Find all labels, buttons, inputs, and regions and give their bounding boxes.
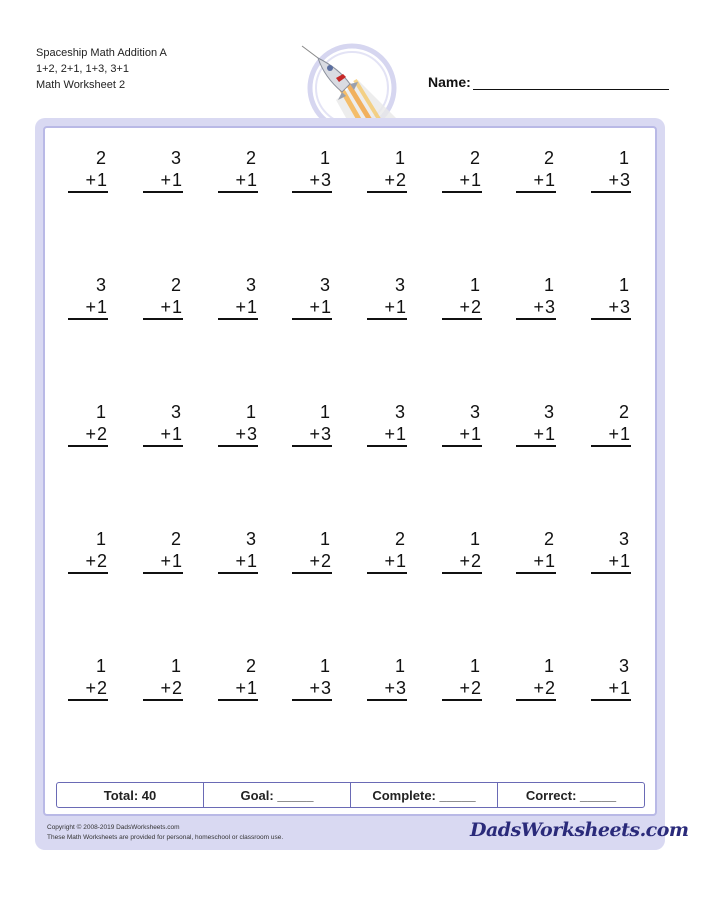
addition-problem bbox=[292, 147, 332, 193]
addition-problem bbox=[218, 274, 258, 320]
addition-problem bbox=[367, 147, 407, 193]
addition-problem bbox=[591, 401, 631, 447]
name-label: Name: bbox=[428, 74, 471, 90]
addend-bottom: +1 bbox=[143, 550, 183, 574]
addend-top: 3 bbox=[618, 529, 629, 549]
addition-problem bbox=[442, 274, 482, 320]
addend-bottom: +1 bbox=[218, 550, 258, 574]
addend-top: 3 bbox=[245, 529, 256, 549]
addend-bottom: +2 bbox=[68, 677, 108, 701]
addend-bottom: +1 bbox=[143, 296, 183, 320]
addend-top: 3 bbox=[170, 402, 181, 422]
addend-bottom: +3 bbox=[367, 677, 407, 701]
worksheet-number: Math Worksheet 2 bbox=[36, 79, 126, 91]
addition-problem bbox=[367, 655, 407, 701]
name-field[interactable] bbox=[428, 74, 669, 90]
addend-top: 2 bbox=[245, 656, 256, 676]
addend-top: 2 bbox=[543, 148, 554, 168]
addition-problem bbox=[516, 274, 556, 320]
addend-bottom: +1 bbox=[218, 677, 258, 701]
addend-top: 1 bbox=[469, 656, 480, 676]
addend-top: 1 bbox=[95, 656, 106, 676]
addend-top: 3 bbox=[95, 275, 106, 295]
addend-bottom: +2 bbox=[292, 550, 332, 574]
addend-bottom: +2 bbox=[68, 423, 108, 447]
addend-top: 2 bbox=[543, 529, 554, 549]
addition-problem bbox=[218, 655, 258, 701]
addend-top: 1 bbox=[95, 529, 106, 549]
goal-cell[interactable]: Goal: _____ bbox=[204, 783, 351, 807]
copyright-line: Copyright © 2008-2019 DadsWorksheets.com bbox=[47, 824, 180, 831]
addend-bottom: +3 bbox=[292, 677, 332, 701]
addend-top: 1 bbox=[95, 402, 106, 422]
addend-top: 1 bbox=[319, 529, 330, 549]
addend-top: 2 bbox=[95, 148, 106, 168]
problem-row bbox=[58, 401, 648, 461]
addend-bottom: +1 bbox=[68, 296, 108, 320]
addend-bottom: +1 bbox=[591, 677, 631, 701]
addend-bottom: +1 bbox=[143, 169, 183, 193]
addend-top: 3 bbox=[394, 275, 405, 295]
addend-bottom: +2 bbox=[442, 296, 482, 320]
addend-bottom: +2 bbox=[516, 677, 556, 701]
addend-bottom: +1 bbox=[516, 550, 556, 574]
addend-top: 1 bbox=[543, 275, 554, 295]
total-cell: Total: 40 bbox=[57, 783, 204, 807]
addend-bottom: +1 bbox=[68, 169, 108, 193]
addend-top: 3 bbox=[319, 275, 330, 295]
addend-bottom: +1 bbox=[367, 423, 407, 447]
score-bar bbox=[56, 782, 645, 808]
addition-problem bbox=[68, 274, 108, 320]
addend-top: 2 bbox=[618, 402, 629, 422]
addition-problem bbox=[442, 147, 482, 193]
addend-bottom: +3 bbox=[516, 296, 556, 320]
addition-problem bbox=[143, 147, 183, 193]
addition-problem bbox=[292, 274, 332, 320]
addition-problem bbox=[442, 655, 482, 701]
addend-top: 3 bbox=[543, 402, 554, 422]
addition-problem bbox=[591, 528, 631, 574]
addition-problem bbox=[143, 655, 183, 701]
addition-problem bbox=[516, 528, 556, 574]
copyright-notice bbox=[47, 823, 283, 843]
addend-top: 1 bbox=[319, 148, 330, 168]
addition-problem bbox=[143, 401, 183, 447]
addition-problem bbox=[143, 528, 183, 574]
worksheet-header bbox=[36, 45, 167, 93]
addend-bottom: +1 bbox=[218, 296, 258, 320]
addend-bottom: +3 bbox=[292, 423, 332, 447]
addend-top: 1 bbox=[618, 148, 629, 168]
addend-bottom: +1 bbox=[442, 423, 482, 447]
addition-problem bbox=[516, 401, 556, 447]
addend-bottom: +1 bbox=[367, 296, 407, 320]
addend-top: 1 bbox=[319, 402, 330, 422]
problem-row bbox=[58, 528, 648, 588]
name-blank-line[interactable] bbox=[473, 76, 669, 90]
addend-bottom: +3 bbox=[591, 169, 631, 193]
addition-problem bbox=[68, 528, 108, 574]
addition-problem bbox=[218, 528, 258, 574]
addend-bottom: +2 bbox=[143, 677, 183, 701]
addition-problem bbox=[292, 655, 332, 701]
addition-problem bbox=[68, 401, 108, 447]
addend-bottom: +1 bbox=[516, 423, 556, 447]
addend-bottom: +2 bbox=[442, 677, 482, 701]
addition-problem bbox=[442, 528, 482, 574]
addition-problem bbox=[143, 274, 183, 320]
addend-bottom: +3 bbox=[292, 169, 332, 193]
addend-top: 3 bbox=[469, 402, 480, 422]
addend-top: 1 bbox=[170, 656, 181, 676]
addition-problem bbox=[218, 401, 258, 447]
worksheet-subtitle: 1+2, 2+1, 1+3, 3+1 bbox=[36, 63, 129, 75]
addition-problem bbox=[442, 401, 482, 447]
complete-cell[interactable]: Complete: _____ bbox=[351, 783, 498, 807]
addition-problem bbox=[68, 655, 108, 701]
addend-bottom: +1 bbox=[591, 423, 631, 447]
worksheet-title: Spaceship Math Addition A bbox=[36, 47, 167, 59]
addend-bottom: +3 bbox=[218, 423, 258, 447]
addend-bottom: +1 bbox=[367, 550, 407, 574]
addend-top: 3 bbox=[394, 402, 405, 422]
addend-bottom: +2 bbox=[367, 169, 407, 193]
addition-problem bbox=[292, 528, 332, 574]
addend-top: 2 bbox=[245, 148, 256, 168]
addend-top: 3 bbox=[170, 148, 181, 168]
addend-top: 3 bbox=[245, 275, 256, 295]
problem-row bbox=[58, 274, 648, 334]
addend-top: 2 bbox=[394, 529, 405, 549]
addition-problem bbox=[367, 401, 407, 447]
addend-bottom: +1 bbox=[591, 550, 631, 574]
addend-bottom: +2 bbox=[68, 550, 108, 574]
addend-bottom: +1 bbox=[218, 169, 258, 193]
addend-top: 3 bbox=[618, 656, 629, 676]
addition-problem bbox=[591, 147, 631, 193]
addend-top: 2 bbox=[469, 148, 480, 168]
addend-top: 1 bbox=[394, 656, 405, 676]
addend-top: 1 bbox=[618, 275, 629, 295]
problem-row bbox=[58, 655, 648, 715]
addend-top: 2 bbox=[170, 529, 181, 549]
addend-bottom: +1 bbox=[442, 169, 482, 193]
addend-bottom: +1 bbox=[292, 296, 332, 320]
addend-bottom: +1 bbox=[516, 169, 556, 193]
problem-row bbox=[58, 147, 648, 207]
addend-top: 2 bbox=[170, 275, 181, 295]
usage-line: These Math Worksheets are provided for personal, homeschool or classroom use. bbox=[47, 834, 284, 841]
addend-bottom: +1 bbox=[143, 423, 183, 447]
addend-top: 1 bbox=[469, 275, 480, 295]
brand-logo bbox=[470, 819, 689, 845]
addend-top: 1 bbox=[469, 529, 480, 549]
addition-problem bbox=[367, 528, 407, 574]
addend-bottom: +2 bbox=[442, 550, 482, 574]
addend-top: 1 bbox=[245, 402, 256, 422]
addend-top: 1 bbox=[319, 656, 330, 676]
addition-problem bbox=[591, 274, 631, 320]
addition-problem bbox=[516, 147, 556, 193]
addend-top: 1 bbox=[543, 656, 554, 676]
addition-problem bbox=[68, 147, 108, 193]
addend-bottom: +3 bbox=[591, 296, 631, 320]
addition-problem bbox=[591, 655, 631, 701]
addend-top: 1 bbox=[394, 148, 405, 168]
addition-problem bbox=[367, 274, 407, 320]
addition-problem bbox=[516, 655, 556, 701]
brand-logo-text: DadsWorksheets.com bbox=[470, 819, 689, 841]
addition-problem bbox=[292, 401, 332, 447]
addition-problem bbox=[218, 147, 258, 193]
correct-cell[interactable]: Correct: _____ bbox=[525, 787, 617, 803]
